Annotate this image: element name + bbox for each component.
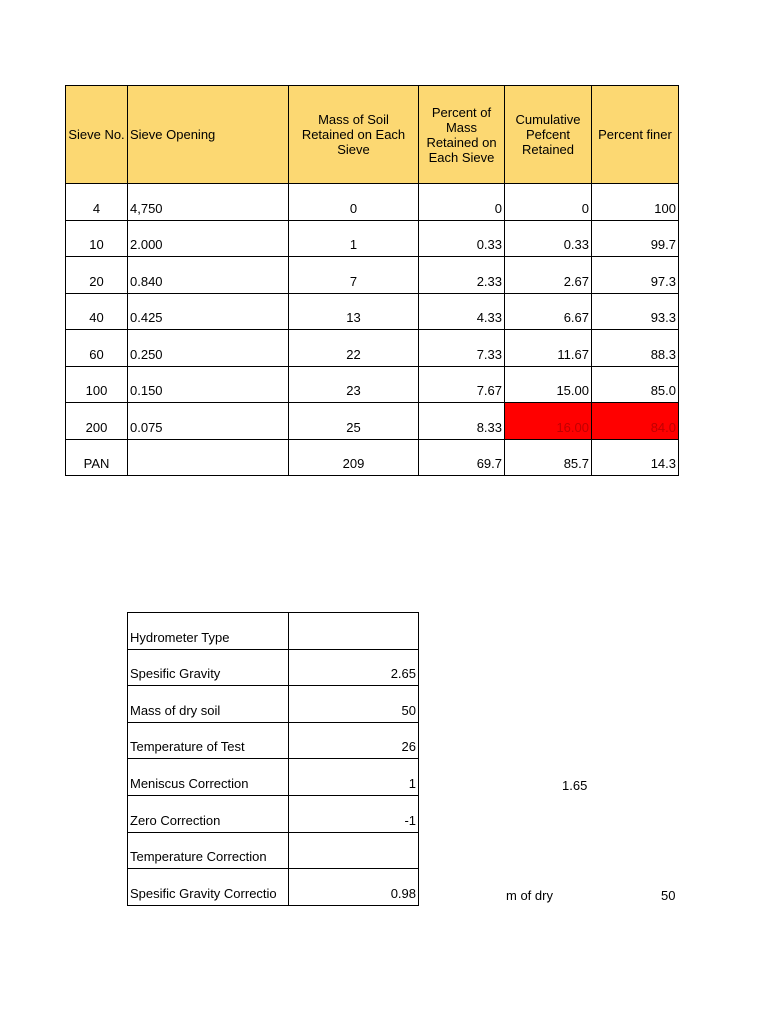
table-row — [128, 759, 419, 796]
sieve-analysis-table — [65, 85, 679, 476]
table-row — [66, 184, 679, 221]
cell-sieve-no[interactable]: 4 — [66, 184, 128, 221]
cell-sieve-no[interactable]: 10 — [66, 220, 128, 257]
cell-cumulative-retained[interactable]: 85.7 — [505, 439, 592, 475]
param-value[interactable] — [289, 832, 419, 869]
param-value[interactable]: -1 — [289, 795, 419, 832]
cell-sieve-opening[interactable]: 4,750 — [128, 184, 289, 221]
param-value[interactable] — [289, 613, 419, 650]
cell-percent-retained[interactable]: 69.7 — [419, 439, 505, 475]
table-row — [128, 795, 419, 832]
table-row-highlighted — [66, 403, 679, 440]
cell-percent-finer[interactable]: 93.3 — [592, 293, 679, 330]
param-label[interactable]: Temperature of Test — [128, 722, 289, 759]
cell-cumulative-retained[interactable]: 0.33 — [505, 220, 592, 257]
header-sieve-opening[interactable]: Sieve Opening — [128, 86, 289, 184]
cell-percent-retained[interactable]: 7.33 — [419, 330, 505, 367]
table-row — [66, 257, 679, 294]
cell-cumulative-retained[interactable]: 15.00 — [505, 366, 592, 403]
sieve-header-row — [66, 86, 679, 184]
cell-mass-retained[interactable]: 1 — [289, 220, 419, 257]
cell-mass-retained[interactable]: 23 — [289, 366, 419, 403]
cell-percent-retained[interactable]: 8.33 — [419, 403, 505, 440]
cell-sieve-opening[interactable]: 0.250 — [128, 330, 289, 367]
table-row — [128, 686, 419, 723]
cell-mass-retained[interactable]: 22 — [289, 330, 419, 367]
cell-cumulative-retained-highlighted[interactable]: 16.00 — [505, 403, 592, 440]
cell-mass-retained[interactable]: 13 — [289, 293, 419, 330]
param-value[interactable]: 0.98 — [289, 869, 419, 906]
cell-sieve-opening[interactable]: 0.840 — [128, 257, 289, 294]
param-value[interactable]: 26 — [289, 722, 419, 759]
cell-sieve-opening[interactable]: 0.150 — [128, 366, 289, 403]
table-row — [66, 220, 679, 257]
cell-sieve-no[interactable]: PAN — [66, 439, 128, 475]
param-label[interactable]: Spesific Gravity — [128, 649, 289, 686]
cell-sieve-opening[interactable]: 0.425 — [128, 293, 289, 330]
cell-percent-finer[interactable]: 14.3 — [592, 439, 679, 475]
cell-percent-finer-highlighted[interactable]: 84.0 — [592, 403, 679, 440]
cell-percent-retained[interactable]: 0.33 — [419, 220, 505, 257]
meniscus-extra-value[interactable]: 1.65 — [562, 778, 588, 793]
header-sieve-no[interactable]: Sieve No. — [66, 86, 128, 184]
param-label[interactable]: Meniscus Correction — [128, 759, 289, 796]
header-cumulative-retained[interactable]: Cumulative Pefcent Retained — [505, 86, 592, 184]
table-row — [128, 649, 419, 686]
cell-sieve-no[interactable]: 100 — [66, 366, 128, 403]
cell-percent-retained[interactable]: 0 — [419, 184, 505, 221]
cell-sieve-no[interactable]: 60 — [66, 330, 128, 367]
table-row-pan — [66, 439, 679, 475]
table-row — [128, 722, 419, 759]
table-row — [66, 366, 679, 403]
cell-sieve-no[interactable]: 200 — [66, 403, 128, 440]
header-percent-finer[interactable]: Percent finer — [592, 86, 679, 184]
cell-sieve-opening[interactable]: 0.075 — [128, 403, 289, 440]
param-value[interactable]: 2.65 — [289, 649, 419, 686]
param-label[interactable]: Zero Correction — [128, 795, 289, 832]
cell-sieve-no[interactable]: 20 — [66, 257, 128, 294]
table-row — [128, 832, 419, 869]
param-value[interactable]: 50 — [289, 686, 419, 723]
cell-mass-retained[interactable]: 0 — [289, 184, 419, 221]
param-value[interactable]: 1 — [289, 759, 419, 796]
cell-sieve-opening[interactable] — [128, 439, 289, 475]
cell-cumulative-retained[interactable]: 2.67 — [505, 257, 592, 294]
cell-percent-retained[interactable]: 4.33 — [419, 293, 505, 330]
param-label[interactable]: Temperature Correction — [128, 832, 289, 869]
cell-cumulative-retained[interactable]: 11.67 — [505, 330, 592, 367]
m-of-dry-value[interactable]: 50 — [661, 888, 676, 903]
cell-percent-finer[interactable]: 100 — [592, 184, 679, 221]
hydrometer-parameters-table — [127, 612, 419, 906]
cell-percent-finer[interactable]: 99.7 — [592, 220, 679, 257]
cell-percent-finer[interactable]: 97.3 — [592, 257, 679, 294]
cell-mass-retained[interactable]: 209 — [289, 439, 419, 475]
cell-cumulative-retained[interactable]: 0 — [505, 184, 592, 221]
m-of-dry-label[interactable]: m of dry — [506, 888, 553, 903]
param-label[interactable]: Mass of dry soil — [128, 686, 289, 723]
header-mass-retained[interactable]: Mass of Soil Retained on Each Sieve — [289, 86, 419, 184]
table-row — [128, 613, 419, 650]
cell-percent-retained[interactable]: 2.33 — [419, 257, 505, 294]
cell-sieve-no[interactable]: 40 — [66, 293, 128, 330]
cell-mass-retained[interactable]: 25 — [289, 403, 419, 440]
cell-percent-finer[interactable]: 85.0 — [592, 366, 679, 403]
header-percent-retained[interactable]: Percent of Mass Retained on Each Sieve — [419, 86, 505, 184]
table-row — [66, 330, 679, 367]
table-row — [66, 293, 679, 330]
cell-mass-retained[interactable]: 7 — [289, 257, 419, 294]
cell-percent-retained[interactable]: 7.67 — [419, 366, 505, 403]
cell-percent-finer[interactable]: 88.3 — [592, 330, 679, 367]
table-row — [128, 869, 419, 906]
param-label[interactable]: Hydrometer Type — [128, 613, 289, 650]
cell-cumulative-retained[interactable]: 6.67 — [505, 293, 592, 330]
param-label[interactable]: Spesific Gravity Correctio — [128, 869, 289, 906]
cell-sieve-opening[interactable]: 2.000 — [128, 220, 289, 257]
